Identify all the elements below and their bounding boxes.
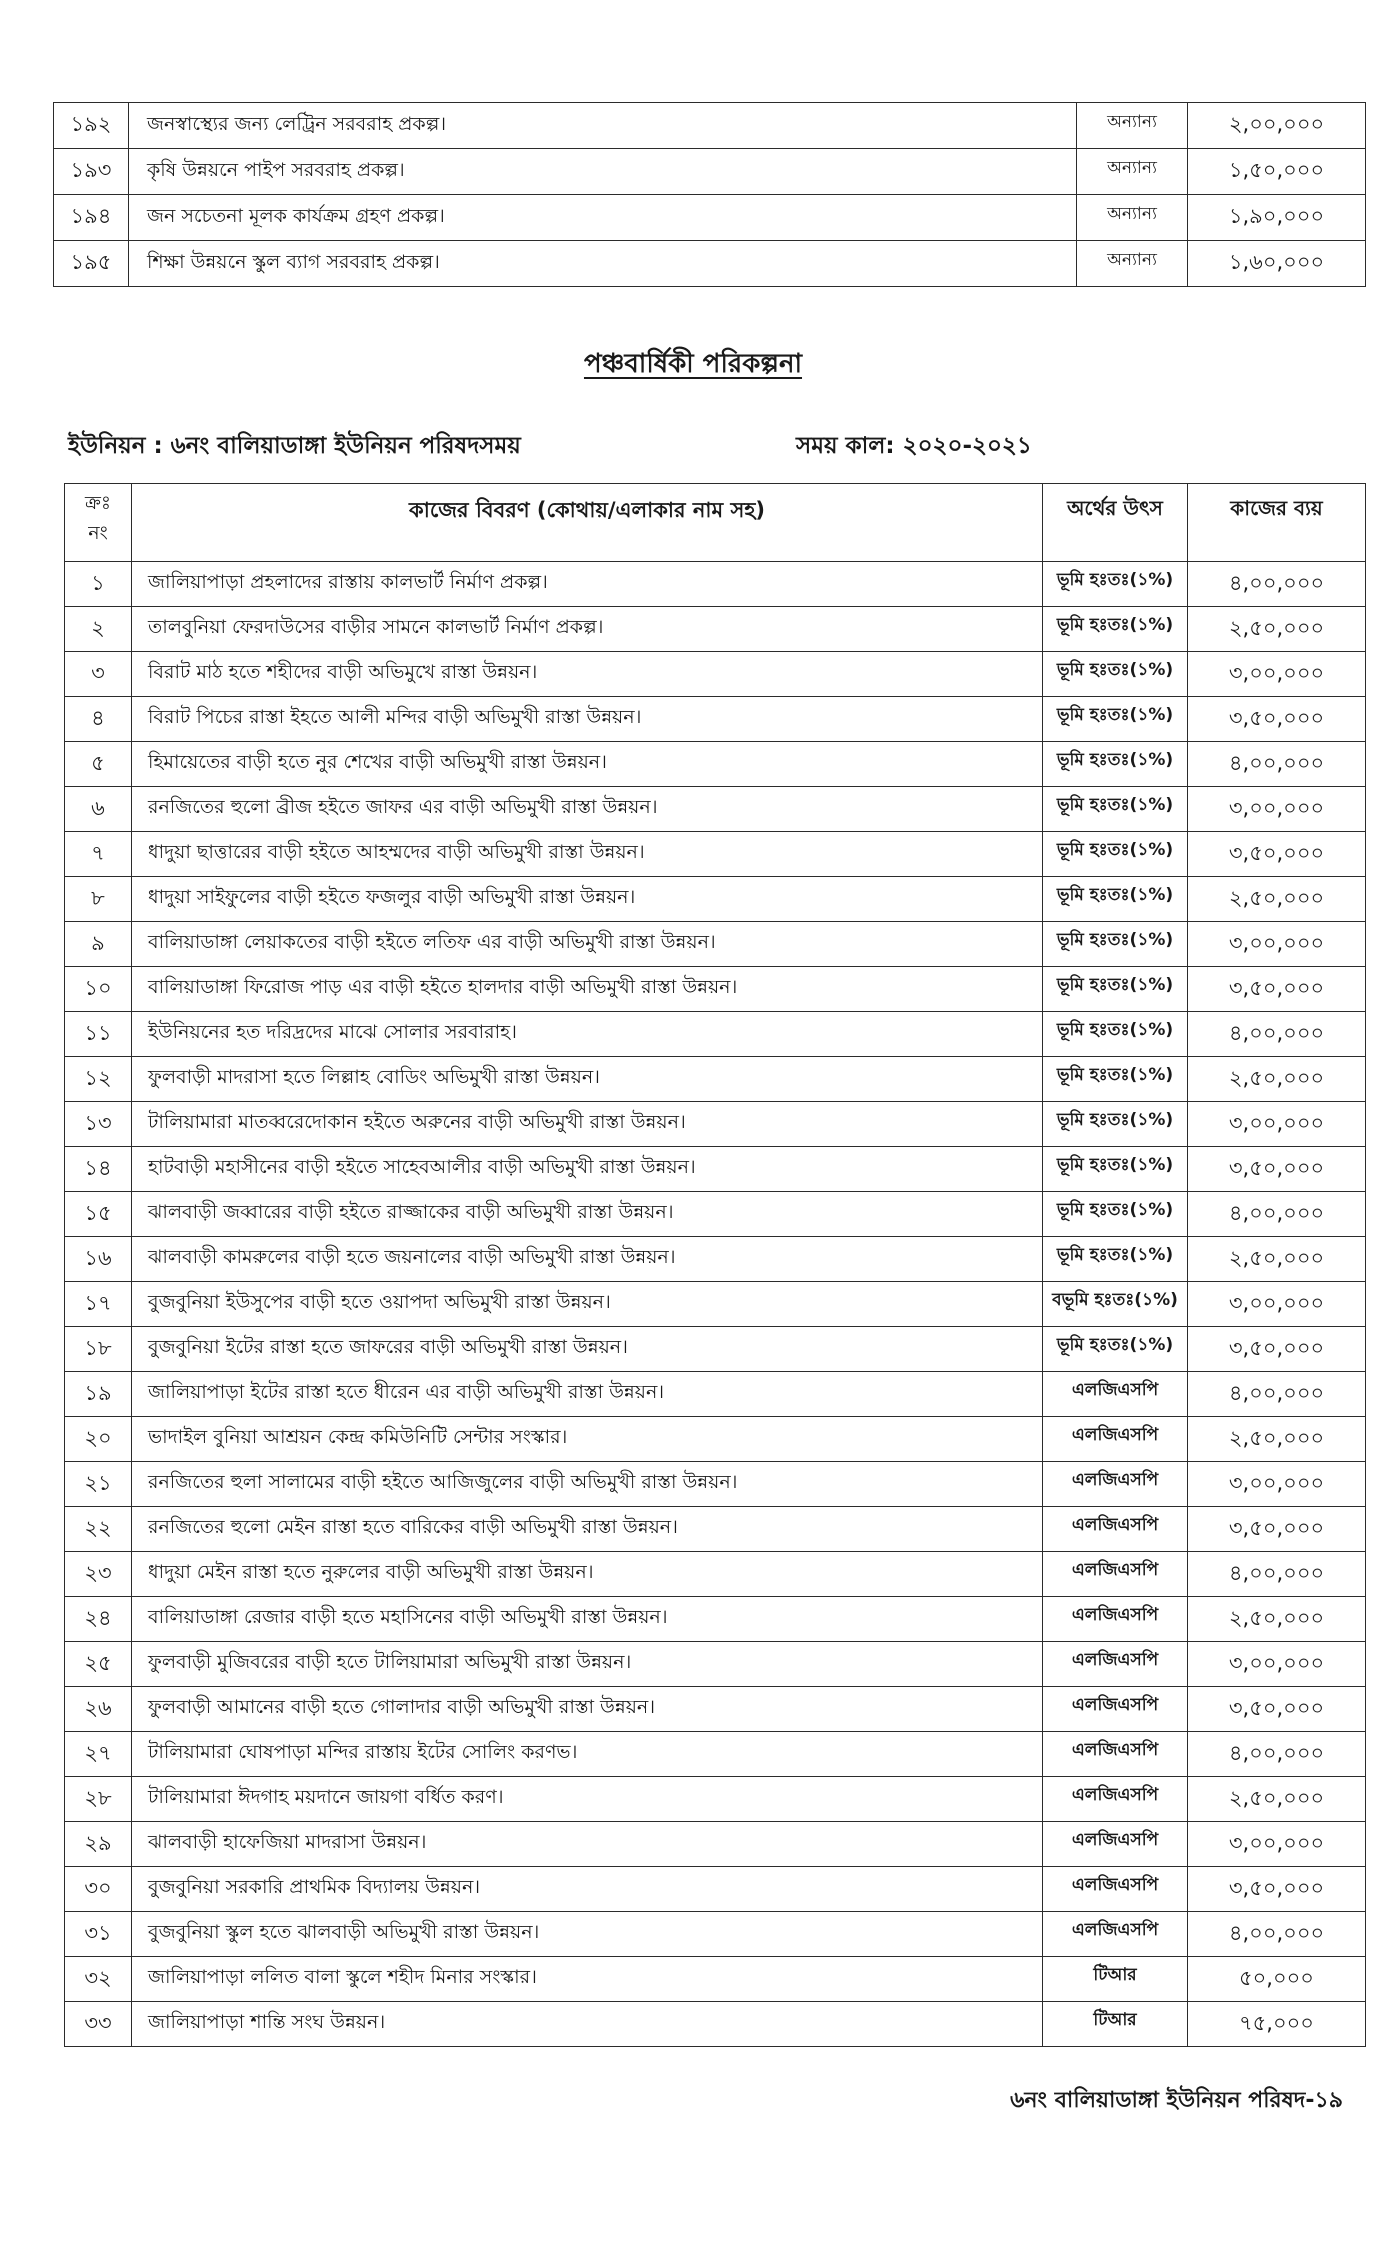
cost-cell: ৪,০০,০০০ <box>1188 1912 1366 1957</box>
cost-cell: ৪,০০,০০০ <box>1188 742 1366 787</box>
cost-cell: ২,৫০,০০০ <box>1188 607 1366 652</box>
cost-cell: ৩,০০,০০০ <box>1188 1282 1366 1327</box>
fund-source-cell: ভূমি হঃতঃ(১%) <box>1043 742 1188 787</box>
cost-cell: ২,০০,০০০ <box>1188 103 1366 149</box>
cost-cell: ৩,০০,০০০ <box>1188 1822 1366 1867</box>
table-row <box>54 241 1366 287</box>
cost-cell: ১,৫০,০০০ <box>1188 149 1366 195</box>
table-row <box>65 832 1366 877</box>
table-row <box>65 1867 1366 1912</box>
table-row <box>65 1687 1366 1732</box>
cost-cell: ৩,৫০,০০০ <box>1188 832 1366 877</box>
serial-cell: ১৯২ <box>54 103 129 149</box>
serial-cell: ১৯৪ <box>54 195 129 241</box>
serial-cell: ১৮ <box>65 1327 132 1372</box>
description-cell: তালবুনিয়া ফেরদাউসের বাড়ীর সামনে কালভার্ট নির্মাণ প্রকল্প। <box>132 607 1043 652</box>
table-row <box>65 652 1366 697</box>
description-cell: বালিয়াডাঙ্গা লেয়াকতের বাড়ী হইতে লতিফ এর বাড়ী অভিমুখী রাস্তা উন্নয়ন। <box>132 922 1043 967</box>
table-row <box>65 1192 1366 1237</box>
description-cell: বিরাট মাঠ হতে শহীদের বাড়ী অভিমুখে রাস্তা উন্নয়ন। <box>132 652 1043 697</box>
fund-source-cell: এলজিএসপি <box>1043 1732 1188 1777</box>
fund-source-cell: টিআর <box>1043 1957 1188 2002</box>
serial-header-line2: নং <box>88 522 108 544</box>
serial-cell: ২৬ <box>65 1687 132 1732</box>
description-cell: জালিয়াপাড়া ইটের রাস্তা হতে ধীরেন এর বাড়ী অভিমুখী রাস্তা উন্নয়ন। <box>132 1372 1043 1417</box>
table-row <box>65 1012 1366 1057</box>
fund-source-cell: ভূমি হঃতঃ(১%) <box>1043 697 1188 742</box>
description-cell: জালিয়াপাড়া শান্তি সংঘ উন্নয়ন। <box>132 2002 1043 2047</box>
fund-source-cell: ভূমি হঃতঃ(১%) <box>1043 1057 1188 1102</box>
serial-cell: ৮ <box>65 877 132 922</box>
description-cell: ধাদুয়া সাইফুলের বাড়ী হইতে ফজলুর বাড়ী অভিমুখী রাস্তা উন্নয়ন। <box>132 877 1043 922</box>
fund-source-header: অর্থের উৎস <box>1043 484 1188 562</box>
fund-source-cell: বভূমি হঃতঃ(১%) <box>1043 1282 1188 1327</box>
description-cell: রনজিতের হুলো ব্রীজ হইতে জাফর এর বাড়ী অভিমুখী রাস্তা উন্নয়ন। <box>132 787 1043 832</box>
union-label: ইউনিয়ন : ৬নং বালিয়াডাঙ্গা ইউনিয়ন পরিষদসময় <box>68 433 521 459</box>
fund-source-cell: এলজিএসপি <box>1043 1417 1188 1462</box>
fund-source-cell: এলজিএসপি <box>1043 1372 1188 1417</box>
cost-cell: ৩,০০,০০০ <box>1188 922 1366 967</box>
description-cell: ভাদাইল বুনিয়া আশ্রয়ন কেন্দ্র কমিউনিটি সেন্টার সংস্কার। <box>132 1417 1043 1462</box>
five-year-plan-table <box>64 483 1366 2047</box>
table-row <box>65 1237 1366 1282</box>
table-row <box>65 1462 1366 1507</box>
description-cell: ধাদুয়া মেইন রাস্তা হতে নুরুলের বাড়ী অভিমুখী রাস্তা উন্নয়ন। <box>132 1552 1043 1597</box>
serial-cell: ৩১ <box>65 1912 132 1957</box>
serial-cell: ১১ <box>65 1012 132 1057</box>
serial-cell: ২৮ <box>65 1777 132 1822</box>
fund-source-cell: ভূমি হঃতঃ(১%) <box>1043 1192 1188 1237</box>
serial-cell: ২৯ <box>65 1822 132 1867</box>
serial-cell: ২০ <box>65 1417 132 1462</box>
fund-source-cell: এলজিএসপি <box>1043 1867 1188 1912</box>
cost-cell: ৩,৫০,০০০ <box>1188 967 1366 1012</box>
cost-header: কাজের ব্যয় <box>1188 484 1366 562</box>
table-row <box>65 1552 1366 1597</box>
fund-source-cell: ভূমি হঃতঃ(১%) <box>1043 562 1188 607</box>
description-cell: ঝালবাড়ী জব্বারের বাড়ী হইতে রাজ্জাকের বাড়ী অভিমুখী রাস্তা উন্নয়ন। <box>132 1192 1043 1237</box>
cost-cell: ৪,০০,০০০ <box>1188 1552 1366 1597</box>
fund-source-cell: অন্যান্য <box>1077 103 1188 149</box>
page-title <box>0 343 1386 387</box>
table-row <box>65 1147 1366 1192</box>
table-row <box>65 877 1366 922</box>
fund-source-cell: এলজিএসপি <box>1043 1642 1188 1687</box>
table-row <box>54 103 1366 149</box>
serial-cell: ২৫ <box>65 1642 132 1687</box>
table-row <box>65 787 1366 832</box>
table-row <box>65 607 1366 652</box>
description-cell: ফুলবাড়ী মাদরাসা হতে লিল্লাহ বোডিং অভিমুখী রাস্তা উন্নয়ন। <box>132 1057 1043 1102</box>
serial-cell: ১৯৩ <box>54 149 129 195</box>
table-row <box>65 967 1366 1012</box>
serial-cell: ৩৩ <box>65 2002 132 2047</box>
serial-cell: ১৫ <box>65 1192 132 1237</box>
description-cell: ঝালবাড়ী হাফেজিয়া মাদরাসা উন্নয়ন। <box>132 1822 1043 1867</box>
fund-source-cell: এলজিএসপি <box>1043 1687 1188 1732</box>
description-cell: কৃষি উন্নয়নে পাইপ সরবরাহ প্রকল্প। <box>129 149 1077 195</box>
description-cell: জালিয়াপাড়া প্রহলাদের রাস্তায় কালভার্ট নির্মাণ প্রকল্প। <box>132 562 1043 607</box>
cost-cell: ৩,৫০,০০০ <box>1188 697 1366 742</box>
table-row <box>65 1417 1366 1462</box>
cost-cell: ৩,৫০,০০০ <box>1188 1327 1366 1372</box>
serial-header <box>65 484 132 562</box>
description-cell: ফুলবাড়ী আমানের বাড়ী হতে গোলাদার বাড়ী অভিমুখী রাস্তা উন্নয়ন। <box>132 1687 1043 1732</box>
description-cell: ফুলবাড়ী মুজিবরের বাড়ী হতে টালিয়ামারা অভিমুখী রাস্তা উন্নয়ন। <box>132 1642 1043 1687</box>
fund-source-cell: ভূমি হঃতঃ(১%) <box>1043 967 1188 1012</box>
serial-cell: ৩০ <box>65 1867 132 1912</box>
serial-cell: ১৯ <box>65 1372 132 1417</box>
serial-cell: ১০ <box>65 967 132 1012</box>
table-row <box>65 1912 1366 1957</box>
cost-cell: ৩,৫০,০০০ <box>1188 1867 1366 1912</box>
fund-source-cell: ভূমি হঃতঃ(১%) <box>1043 922 1188 967</box>
description-cell: বিরাট পিচের রাস্তা ইহতে আলী মন্দির বাড়ী অভিমুখী রাস্তা উন্নয়ন। <box>132 697 1043 742</box>
fund-source-cell: ভূমি হঃতঃ(১%) <box>1043 1012 1188 1057</box>
serial-cell: ৩ <box>65 652 132 697</box>
description-cell: ঝালবাড়ী কামরুলের বাড়ী হতে জয়নালের বাড়ী অভিমুখী রাস্তা উন্নয়ন। <box>132 1237 1043 1282</box>
serial-cell: ৬ <box>65 787 132 832</box>
cost-cell: ২,৫০,০০০ <box>1188 1777 1366 1822</box>
fund-source-cell: ভূমি হঃতঃ(১%) <box>1043 787 1188 832</box>
previous-projects-table <box>53 102 1366 287</box>
period-label: সময় কাল: ২০২০-২০২১ <box>796 433 1032 459</box>
cost-cell: ৪,০০,০০০ <box>1188 562 1366 607</box>
serial-cell: ৯ <box>65 922 132 967</box>
cost-cell: ৩,০০,০০০ <box>1188 787 1366 832</box>
table-row <box>65 922 1366 967</box>
table-row <box>65 1507 1366 1552</box>
fund-source-cell: ভূমি হঃতঃ(১%) <box>1043 607 1188 652</box>
fund-source-cell: এলজিএসপি <box>1043 1507 1188 1552</box>
serial-cell: ১২ <box>65 1057 132 1102</box>
cost-cell: ৩,৫০,০০০ <box>1188 1507 1366 1552</box>
cost-cell: ২,৫০,০০০ <box>1188 1417 1366 1462</box>
description-cell: টালিয়ামারা ঈদগাহ ময়দানে জায়গা বর্ধিত করণ। <box>132 1777 1043 1822</box>
description-header: কাজের বিবরণ (কোথায়/এলাকার নাম সহ) <box>132 484 1043 562</box>
description-cell: টালিয়ামারা ঘোষপাড়া মন্দির রাস্তায় ইটের সোলিং করণভ। <box>132 1732 1043 1777</box>
table-header-row <box>65 484 1366 562</box>
fund-source-cell: অন্যান্য <box>1077 149 1188 195</box>
table-row <box>65 1597 1366 1642</box>
description-cell: রনজিতের হুলা সালামের বাড়ী হইতে আজিজুলের বাড়ী অভিমুখী রাস্তা উন্নয়ন। <box>132 1462 1043 1507</box>
cost-cell: ৩,৫০,০০০ <box>1188 1147 1366 1192</box>
table-row <box>65 742 1366 787</box>
description-cell: বুজবুনিয়া ইটের রাস্তা হতে জাফরের বাড়ী অভিমুখী রাস্তা উন্নয়ন। <box>132 1327 1043 1372</box>
description-cell: ধাদুয়া ছাত্তারের বাড়ী হইতে আহম্মদের বাড়ী অভিমুখী রাস্তা উন্নয়ন। <box>132 832 1043 877</box>
cost-cell: ৫০,০০০ <box>1188 1957 1366 2002</box>
fund-source-cell: টিআর <box>1043 2002 1188 2047</box>
description-cell: শিক্ষা উন্নয়নে স্কুল ব্যাগ সরবরাহ প্রকল্প। <box>129 241 1077 287</box>
table-row <box>65 1057 1366 1102</box>
fund-source-cell: ভূমি হঃতঃ(১%) <box>1043 877 1188 922</box>
table-row <box>65 562 1366 607</box>
table-row <box>65 1822 1366 1867</box>
serial-cell: ১৭ <box>65 1282 132 1327</box>
fund-source-cell: এলজিএসপি <box>1043 1462 1188 1507</box>
description-cell: টালিয়ামারা মাতব্বরেদোকান হইতে অরুনের বাড়ী অভিমুখী রাস্তা উন্নয়ন। <box>132 1102 1043 1147</box>
cost-cell: ২,৫০,০০০ <box>1188 1597 1366 1642</box>
cost-cell: ৩,৫০,০০০ <box>1188 1687 1366 1732</box>
fund-source-cell: অন্যান্য <box>1077 241 1188 287</box>
description-cell: বুজবুনিয়া ইউসুপের বাড়ী হতে ওয়াপদা অভিমুখী রাস্তা উন্নয়ন। <box>132 1282 1043 1327</box>
serial-cell: ৪ <box>65 697 132 742</box>
serial-cell: ২৭ <box>65 1732 132 1777</box>
serial-cell: ১৩ <box>65 1102 132 1147</box>
fund-source-cell: এলজিএসপি <box>1043 1777 1188 1822</box>
table-row <box>65 2002 1366 2047</box>
fund-source-cell: ভূমি হঃতঃ(১%) <box>1043 1102 1188 1147</box>
table-row <box>65 1642 1366 1687</box>
description-cell: বুজবুনিয়া সরকারি প্রাথমিক বিদ্যালয় উন্নয়ন। <box>132 1867 1043 1912</box>
cost-cell: ২,৫০,০০০ <box>1188 1237 1366 1282</box>
table-row <box>54 149 1366 195</box>
description-cell: হাটবাড়ী মহাসীনের বাড়ী হইতে সাহেবআলীর বাড়ী অভিমুখী রাস্তা উন্নয়ন। <box>132 1147 1043 1192</box>
table-row <box>54 195 1366 241</box>
cost-cell: ৩,০০,০০০ <box>1188 1642 1366 1687</box>
description-cell: হিমায়েতের বাড়ী হতে নুর শেখের বাড়ী অভিমুখী রাস্তা উন্নয়ন। <box>132 742 1043 787</box>
fund-source-cell: এলজিএসপি <box>1043 1822 1188 1867</box>
serial-cell: ১ <box>65 562 132 607</box>
page-footer: ৬নং বালিয়াডাঙ্গা ইউনিয়ন পরিষদ-১৯ <box>1010 2088 1343 2113</box>
serial-header-line1: ক্রঃ <box>84 492 112 514</box>
fund-source-cell: ভূমি হঃতঃ(১%) <box>1043 652 1188 697</box>
serial-cell: ২ <box>65 607 132 652</box>
table-row <box>65 1282 1366 1327</box>
cost-cell: ১,৬০,০০০ <box>1188 241 1366 287</box>
serial-cell: ১৬ <box>65 1237 132 1282</box>
serial-cell: ২১ <box>65 1462 132 1507</box>
plan-title-text: পঞ্চবার্ষিকী পরিকল্পনা <box>583 349 803 379</box>
serial-cell: ২২ <box>65 1507 132 1552</box>
description-cell: ইউনিয়নের হত দরিদ্রদের মাঝে সোলার সরবারাহ। <box>132 1012 1043 1057</box>
table-row <box>65 1372 1366 1417</box>
serial-cell: ১৪ <box>65 1147 132 1192</box>
cost-cell: ৪,০০,০০০ <box>1188 1732 1366 1777</box>
cost-cell: ২,৫০,০০০ <box>1188 877 1366 922</box>
cost-cell: ৪,০০,০০০ <box>1188 1192 1366 1237</box>
table-row <box>65 1777 1366 1822</box>
cost-cell: ৩,০০,০০০ <box>1188 652 1366 697</box>
cost-cell: ২,৫০,০০০ <box>1188 1057 1366 1102</box>
fund-source-cell: ভূমি হঃতঃ(১%) <box>1043 1147 1188 1192</box>
cost-cell: ১,৯০,০০০ <box>1188 195 1366 241</box>
serial-cell: ২৩ <box>65 1552 132 1597</box>
fund-source-cell: ভূমি হঃতঃ(১%) <box>1043 1327 1188 1372</box>
table-row <box>65 697 1366 742</box>
cost-cell: ৪,০০,০০০ <box>1188 1012 1366 1057</box>
serial-cell: ২৪ <box>65 1597 132 1642</box>
fund-source-cell: ভূমি হঃতঃ(১%) <box>1043 1237 1188 1282</box>
description-cell: জালিয়াপাড়া ললিত বালা স্কুলে শহীদ মিনার সংস্কার। <box>132 1957 1043 2002</box>
cost-cell: ৭৫,০০০ <box>1188 2002 1366 2047</box>
table-row <box>65 1102 1366 1147</box>
fund-source-cell: এলজিএসপি <box>1043 1552 1188 1597</box>
fund-source-cell: এলজিএসপি <box>1043 1912 1188 1957</box>
description-cell: জন সচেতনা মূলক কার্যক্রম গ্রহণ প্রকল্প। <box>129 195 1077 241</box>
fund-source-cell: ভূমি হঃতঃ(১%) <box>1043 832 1188 877</box>
cost-cell: ৪,০০,০০০ <box>1188 1372 1366 1417</box>
description-cell: জনস্বাস্থ্যের জন্য লেট্রিন সরবরাহ প্রকল্প। <box>129 103 1077 149</box>
table-row <box>65 1327 1366 1372</box>
cost-cell: ৩,০০,০০০ <box>1188 1102 1366 1147</box>
cost-cell: ৩,০০,০০০ <box>1188 1462 1366 1507</box>
serial-cell: ১৯৫ <box>54 241 129 287</box>
table-row <box>65 1957 1366 2002</box>
table-row <box>65 1732 1366 1777</box>
fund-source-cell: অন্যান্য <box>1077 195 1188 241</box>
description-cell: বালিয়াডাঙ্গা রেজার বাড়ী হতে মহাসিনের বাড়ী অভিমুখী রাস্তা উন্নয়ন। <box>132 1597 1043 1642</box>
description-cell: বালিয়াডাঙ্গা ফিরোজ পাড় এর বাড়ী হইতে হালদার বাড়ী অভিমুখী রাস্তা উন্নয়ন। <box>132 967 1043 1012</box>
description-cell: রনজিতের হুলো মেইন রাস্তা হতে বারিকের বাড়ী অভিমুখী রাস্তা উন্নয়ন। <box>132 1507 1043 1552</box>
serial-cell: ৩২ <box>65 1957 132 2002</box>
serial-cell: ৭ <box>65 832 132 877</box>
fund-source-cell: এলজিএসপি <box>1043 1597 1188 1642</box>
description-cell: বুজবুনিয়া স্কুল হতে ঝালবাড়ী অভিমুখী রাস্তা উন্নয়ন। <box>132 1912 1043 1957</box>
serial-cell: ৫ <box>65 742 132 787</box>
